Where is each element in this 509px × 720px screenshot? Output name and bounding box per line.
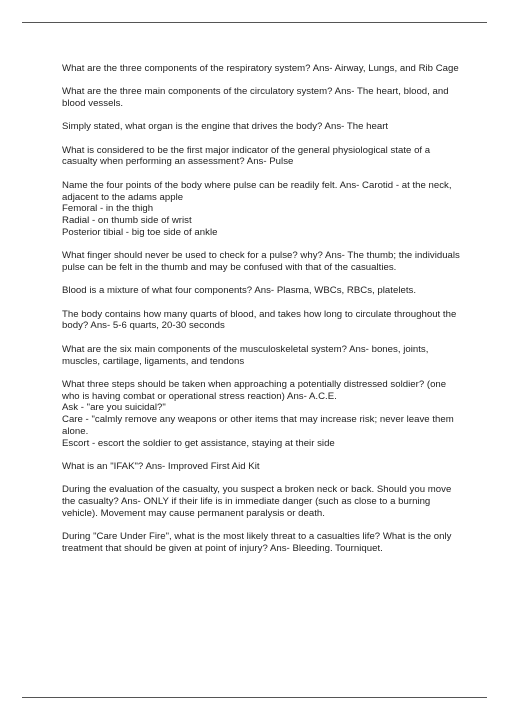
qa-item: Name the four points of the body where pulse can be readily felt. Ans- Carotid - at the neck, adjacent to the adams apple Femoral - in the thigh Radial - on thumb side of wrist Posterior tibial - big toe side of ankle (62, 179, 452, 238)
qa-item: What finger should never be used to check for a pulse? why? Ans- The thumb; the individuals pulse can be felt in the thumb and may be confused with that of the casualties. (62, 250, 460, 274)
qa-item: What are the three main components of the circulatory system? Ans- The heart, blood, and blood vessels. (62, 86, 449, 110)
qa-item: Blood is a mixture of what four components? Ans- Plasma, WBCs, RBCs, platelets. (62, 285, 417, 297)
qa-item: What three steps should be taken when approaching a potentially distressed soldier? (one who is having combat or operational stress reaction) Ans- A.C.E. Ask - "are you suicidal?" Care - "calmly remove any weapons or other items that may increase risk; never leave them alone. Escort - escort the soldier to get assistance, staying at their side (62, 378, 454, 449)
document-body (62, 63, 462, 566)
qa-item: What is considered to be the first major indicator of the general physiological state of a casualty when performing an assessment? Ans- Pulse (62, 144, 431, 168)
qa-item: During "Care Under Fire", what is the most likely threat to a casualties life? What is the only treatment that should be given at point of injury? Ans- Bleeding. Tourniquet. (62, 531, 452, 555)
qa-item: During the evaluation of the casualty, you suspect a broken neck or back. Should you move the casualty? Ans- ONLY if their life is in immediate danger (such as close to a burning vehicle). Movement may cause permanent paralysis or death. (62, 484, 452, 520)
qa-item: What are the six main components of the musculoskeletal system? Ans- bones, joints, muscles, cartilage, ligaments, and tendons (62, 343, 429, 367)
top-rule (22, 22, 487, 23)
bottom-rule (22, 697, 487, 698)
qa-item: Simply stated, what organ is the engine that drives the body? Ans- The heart (62, 121, 389, 133)
qa-item: The body contains how many quarts of blood, and takes how long to circulate throughout the body? Ans- 5-6 quarts, 20-30 seconds (62, 308, 457, 332)
qa-item: What are the three components of the respiratory system? Ans- Airway, Lungs, and Rib Cage (62, 63, 459, 74)
qa-item: What is an "IFAK"? Ans- Improved First Aid Kit (62, 461, 260, 473)
